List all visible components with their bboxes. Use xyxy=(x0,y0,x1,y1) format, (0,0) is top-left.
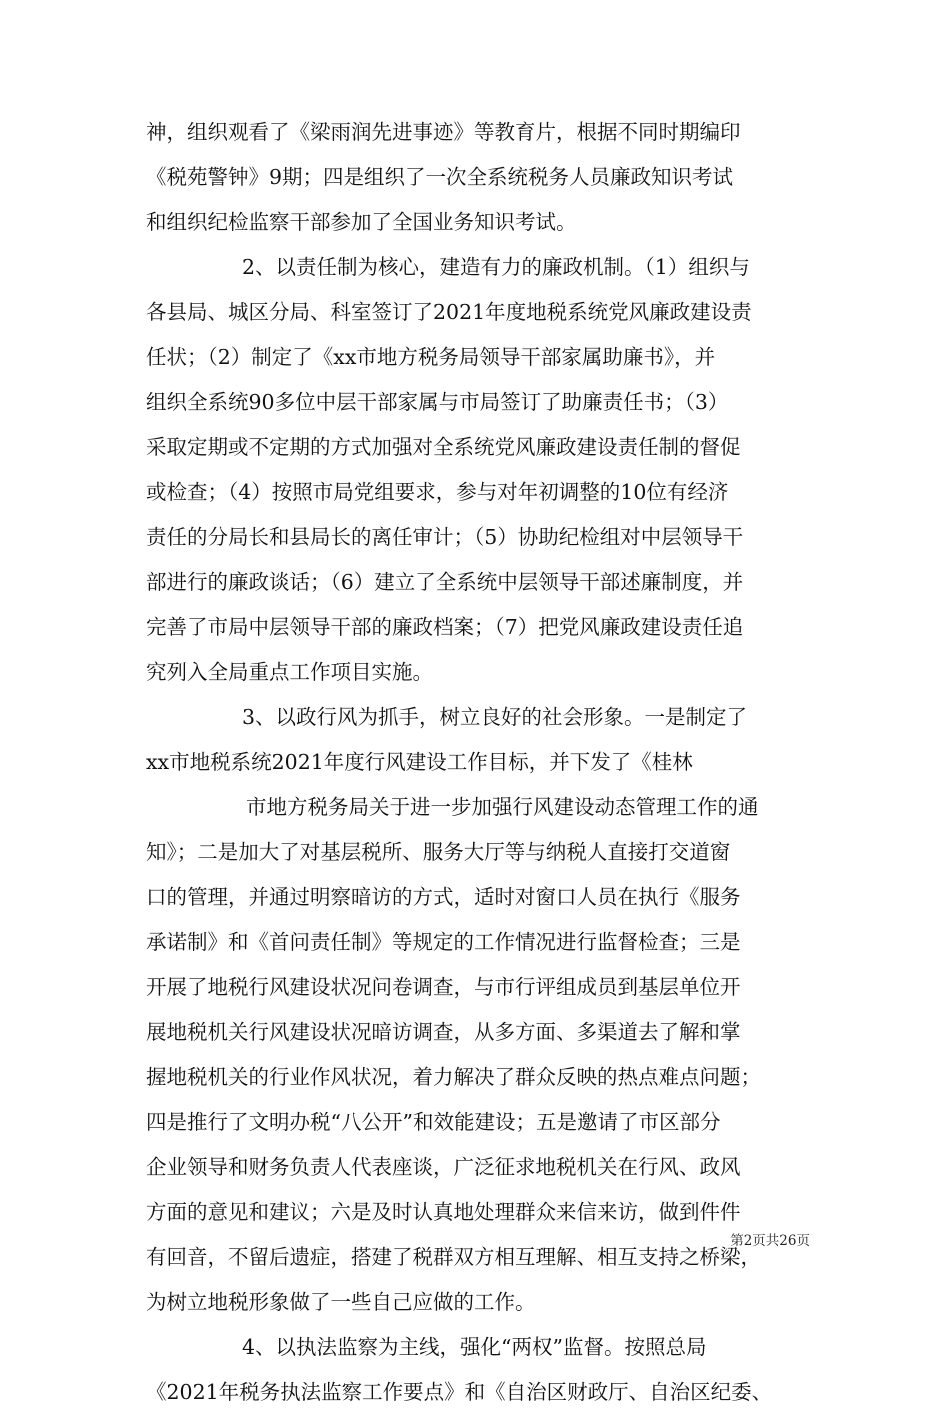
text-line: 组织全系统90多位中层干部家属与市局签订了助廉责任书；（3） xyxy=(146,390,729,414)
text-line: 《税苑警钟》9期；四是组织了一次全系统税务人员廉政知识考试 xyxy=(146,165,734,189)
text-line: 为树立地税形象做了一些自己应做的工作。 xyxy=(146,1290,536,1314)
text-line: 握地税机关的行业作风状况，着力解决了群众反映的热点难点问题； xyxy=(146,1065,761,1089)
body-text xyxy=(146,110,826,1415)
text-line: xx市地税系统2021年度行风建设工作目标，并下发了《桂林 xyxy=(146,750,693,774)
text-line: 神，组织观看了《梁雨润先进事迹》等教育片，根据不同时期编印 xyxy=(146,120,741,144)
text-line: 口的管理，并通过明察暗访的方式，适时对窗口人员在执行《服务 xyxy=(146,885,741,909)
text-line: 知》；二是加大了对基层税所、服务大厅等与纳税人直接打交道窗 xyxy=(146,840,731,864)
text-line: 各县局、城区分局、科室签订了2021年度地税系统党风廉政建设责 xyxy=(146,300,752,324)
text-line: 采取定期或不定期的方式加强对全系统党风廉政建设责任制的督促 xyxy=(146,435,741,459)
text-line: 完善了市局中层领导干部的廉政档案；（7）把党风廉政建设责任追 xyxy=(146,615,744,639)
text-line: 有回音，不留后遗症，搭建了税群双方相互理解、相互支持之桥梁， xyxy=(146,1245,761,1269)
paragraph-start-line: 2、以责任制为核心，建造有力的廉政机制。（1）组织与 xyxy=(242,255,750,279)
text-line: 责任的分局长和县局长的离任审计；（5）协助纪检组对中层领导干 xyxy=(146,525,744,549)
text-line: 开展了地税行风建设状况问卷调查，与市行评组成员到基层单位开 xyxy=(146,975,741,999)
text-line: 企业领导和财务负责人代表座谈，广泛征求地税机关在行风、政风 xyxy=(146,1155,741,1179)
paragraph-start-line: 3、以政行风为抓手，树立良好的社会形象。一是制定了 xyxy=(242,705,748,729)
text-line: 方面的意见和建议；六是及时认真地处理群众来信来访，做到件件 xyxy=(146,1200,741,1224)
text-line: 承诺制》和《首问责任制》等规定的工作情况进行监督检查；三是 xyxy=(146,930,741,954)
text-line: 展地税机关行风建设状况暗访调查，从多方面、多渠道去了解和掌 xyxy=(146,1020,741,1044)
paragraph-start-line: 4、以执法监察为主线，强化“两权”监督。按照总局 xyxy=(242,1335,707,1359)
text-line: 和组织纪检监察干部参加了全国业务知识考试。 xyxy=(146,210,577,234)
text-line: 部进行的廉政谈话；（6）建立了全系统中层领导干部述廉制度，并 xyxy=(146,570,744,594)
text-line: 《2021年税务执法监察工作要点》和《自治区财政厅、自治区纪委、 xyxy=(146,1380,773,1404)
text-line: 究列入全局重点工作项目实施。 xyxy=(146,660,433,684)
page-number: 第2页共26页 xyxy=(730,1233,810,1249)
text-line: 或检查；（4）按照市局党组要求，参与对年初调整的10位有经济 xyxy=(146,480,729,504)
text-line: 四是推行了文明办税“八公开”和效能建设；五是邀请了市区部分 xyxy=(146,1110,721,1134)
text-line: 任状；（2）制定了《xx市地方税务局领导干部家属助廉书》，并 xyxy=(146,345,716,369)
text-line: 市地方税务局关于进一步加强行风建设动态管理工作的通 xyxy=(246,795,759,819)
